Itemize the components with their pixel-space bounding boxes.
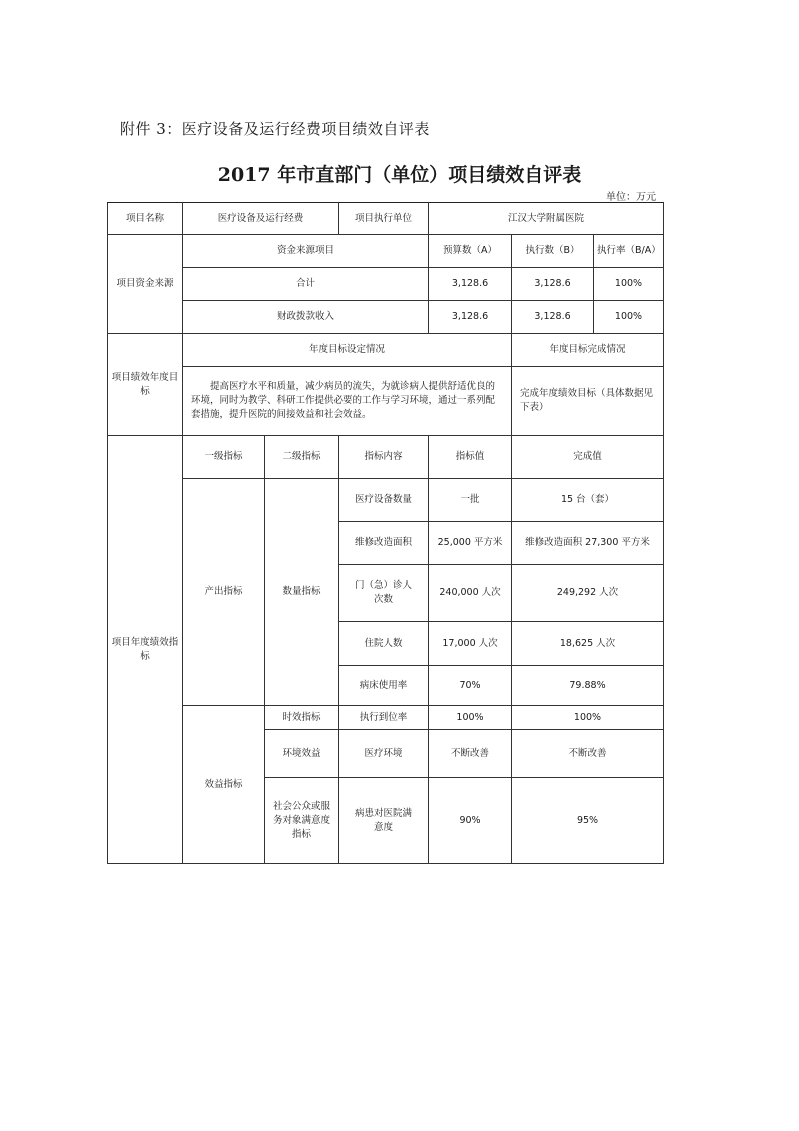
goals-set-header: 年度目标设定情况 — [183, 334, 512, 367]
indicator-actual: 维修改造面积 27,300 平方米 — [512, 522, 664, 565]
goals-header-row — [108, 334, 664, 367]
funding-header-actual: 执行数（B） — [512, 235, 594, 268]
project-row — [108, 203, 664, 235]
indicator-actual: 15 台（套） — [512, 479, 664, 522]
indicator-target: 90% — [429, 778, 512, 864]
indicator-row — [108, 479, 664, 522]
indicators-section-label: 项目年度绩效指标 — [108, 436, 183, 864]
indicator-sub: 环境效益 — [265, 730, 339, 778]
funding-header-row — [108, 235, 664, 268]
indicator-header-content: 指标内容 — [339, 436, 429, 479]
funding-budget: 3,128.6 — [429, 268, 512, 301]
quantity-indicator-label: 数量指标 — [265, 479, 339, 706]
indicator-target: 70% — [429, 666, 512, 706]
indicator-content: 病患对医院满意度 — [339, 778, 429, 864]
indicator-actual: 不断改善 — [512, 730, 664, 778]
indicator-target: 17,000 人次 — [429, 622, 512, 666]
funding-item: 合计 — [183, 268, 429, 301]
performance-table — [107, 202, 664, 864]
indicator-content: 维修改造面积 — [339, 522, 429, 565]
indicator-header-target: 指标值 — [429, 436, 512, 479]
funding-row — [108, 301, 664, 334]
funding-row — [108, 268, 664, 301]
indicator-target: 一批 — [429, 479, 512, 522]
indicator-content: 医疗环境 — [339, 730, 429, 778]
project-name-label: 项目名称 — [108, 203, 183, 235]
goals-section-label: 项目绩效年度目标 — [108, 334, 183, 436]
funding-actual: 3,128.6 — [512, 268, 594, 301]
indicator-header-level2: 二级指标 — [265, 436, 339, 479]
attachment-heading: 附件 3：医疗设备及运行经费项目绩效自评表 — [120, 120, 430, 138]
funding-header-rate: 执行率（B/A） — [594, 235, 664, 268]
indicator-sub: 社会公众或服务对象满意度指标 — [265, 778, 339, 864]
indicator-actual: 249,292 人次 — [512, 565, 664, 622]
indicators-header-row — [108, 436, 664, 479]
indicator-target: 240,000 人次 — [429, 565, 512, 622]
funding-rate: 100% — [594, 268, 664, 301]
project-unit-value: 江汉大学附属医院 — [429, 203, 664, 235]
funding-rate: 100% — [594, 301, 664, 334]
indicator-actual: 18,625 人次 — [512, 622, 664, 666]
unit-note: 单位：万元 — [606, 192, 656, 203]
goals-done-text: 完成年度绩效目标（具体数据见下表） — [512, 367, 664, 436]
indicator-target: 不断改善 — [429, 730, 512, 778]
funding-section-label: 项目资金来源 — [108, 235, 183, 334]
output-indicator-label: 产出指标 — [183, 479, 265, 706]
project-unit-label: 项目执行单位 — [339, 203, 429, 235]
project-name-value: 医疗设备及运行经费 — [183, 203, 339, 235]
goals-set-text: 提高医疗水平和质量，减少病员的流失，为就诊病人提供舒适优良的环境，同时为教学、科研工作提供必要的工作与学习环境，通过一系列配套措施，提升医院的间接效益和社会效益。 — [183, 367, 512, 436]
indicator-actual: 79.88% — [512, 666, 664, 706]
indicator-actual: 100% — [512, 706, 664, 730]
indicator-header-level1: 一级指标 — [183, 436, 265, 479]
indicator-content: 病床使用率 — [339, 666, 429, 706]
indicator-sub: 时效指标 — [265, 706, 339, 730]
indicator-content: 医疗设备数量 — [339, 479, 429, 522]
goals-done-header: 年度目标完成情况 — [512, 334, 664, 367]
indicator-actual: 95% — [512, 778, 664, 864]
indicator-target: 25,000 平方米 — [429, 522, 512, 565]
funding-header-item: 资金来源项目 — [183, 235, 429, 268]
indicator-target: 100% — [429, 706, 512, 730]
indicator-content: 住院人数 — [339, 622, 429, 666]
funding-item: 财政拨款收入 — [183, 301, 429, 334]
indicator-header-actual: 完成值 — [512, 436, 664, 479]
indicator-row — [108, 706, 664, 730]
goals-content-row — [108, 367, 664, 436]
indicator-content: 门（急）诊人次数 — [339, 565, 429, 622]
benefit-indicator-label: 效益指标 — [183, 706, 265, 864]
page-title: 2017 年市直部门（单位）项目绩效自评表 — [217, 164, 582, 186]
funding-header-budget: 预算数（A） — [429, 235, 512, 268]
funding-budget: 3,128.6 — [429, 301, 512, 334]
indicator-content: 执行到位率 — [339, 706, 429, 730]
funding-actual: 3,128.6 — [512, 301, 594, 334]
